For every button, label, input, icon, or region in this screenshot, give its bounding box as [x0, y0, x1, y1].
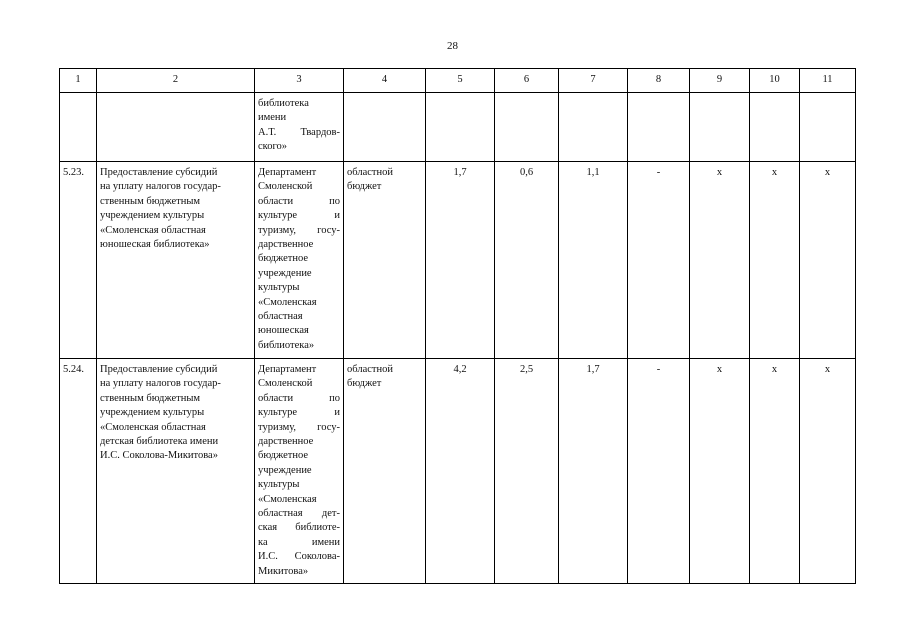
continuation-row — [60, 93, 856, 162]
value-col6: 2,5 — [495, 359, 559, 584]
text-line: бюджет — [347, 181, 382, 193]
text-line: культуре и — [258, 407, 340, 419]
text-line: областная — [258, 311, 303, 323]
row-number: 5.23. — [60, 162, 97, 359]
header-cell: 6 — [495, 69, 559, 93]
header-cell: 4 — [344, 69, 426, 93]
text-line: бюджетное — [258, 450, 309, 462]
text-line: библиотека» — [258, 339, 315, 351]
funding-source-cell — [344, 162, 426, 359]
table-row — [60, 162, 856, 359]
text-line: ственным бюджетным — [100, 392, 201, 404]
text-line: «Смоленская — [258, 493, 317, 505]
value-col11: x — [800, 162, 856, 359]
text-line: учреждение — [258, 464, 312, 476]
text-line: Департамент — [258, 167, 317, 178]
text-line: на уплату налогов государ- — [100, 181, 221, 193]
text-line: туризму, госу- — [258, 224, 340, 236]
header-cell: 7 — [559, 69, 628, 93]
text-line: ская библиоте- — [258, 522, 340, 534]
text-line: учреждение — [258, 267, 312, 279]
value-col6: 0,6 — [495, 162, 559, 359]
text-line: области по — [258, 392, 340, 404]
text-line: «Смоленская — [258, 296, 317, 308]
text-line: «Смоленская областная — [100, 224, 206, 236]
executor-cell — [255, 359, 344, 584]
text-line: учреждением культуры — [100, 407, 205, 419]
text-line: И.С. Соколова- — [258, 551, 340, 563]
value-col5: 4,2 — [426, 359, 495, 584]
header-cell: 9 — [690, 69, 750, 93]
value-col7: 1,7 — [559, 359, 628, 584]
header-cell: 5 — [426, 69, 495, 93]
value-col9: x — [690, 359, 750, 584]
text-line: ка имени — [258, 536, 340, 548]
header-cell: 1 — [60, 69, 97, 93]
text-line: культуры — [258, 479, 300, 491]
text-line: Смоленской — [258, 378, 313, 390]
executor-cell — [255, 93, 344, 162]
funding-source-cell — [344, 359, 426, 584]
value-col10: x — [750, 162, 800, 359]
text-line: Предоставление субсидий — [100, 167, 218, 178]
text-line: Департамент — [258, 364, 317, 375]
program-table — [59, 68, 856, 584]
table-row — [60, 359, 856, 584]
text-line: Микитова» — [258, 565, 309, 577]
text-line: культуры — [258, 282, 300, 294]
text-line: Смоленской — [258, 181, 313, 193]
header-cell: 10 — [750, 69, 800, 93]
text-line: областной — [347, 364, 393, 375]
value-col8: - — [628, 162, 690, 359]
value-col10: x — [750, 359, 800, 584]
value-col5: 1,7 — [426, 162, 495, 359]
text-line: ственным бюджетным — [100, 195, 201, 207]
text-line: дарственное — [258, 239, 314, 251]
header-cell: 8 — [628, 69, 690, 93]
value-col8: - — [628, 359, 690, 584]
text-line: «Смоленская областная — [100, 421, 206, 433]
text-line: Предоставление субсидий — [100, 364, 218, 375]
value-col7: 1,1 — [559, 162, 628, 359]
value-col11: x — [800, 359, 856, 584]
description-cell — [97, 359, 255, 584]
value-col9: x — [690, 162, 750, 359]
page-number: 28 — [447, 40, 458, 52]
description-cell — [97, 162, 255, 359]
text-line: детская библиотека имени — [100, 436, 219, 448]
row-number: 5.24. — [60, 359, 97, 584]
text-line: ского» — [258, 141, 288, 153]
text-line: юношеская библиотека» — [100, 239, 210, 251]
text-line: культуре и — [258, 210, 340, 222]
text-line: библиотека — [258, 98, 309, 109]
text-line: И.С. Соколова-Микитова» — [100, 450, 218, 462]
text-line: бюджетное — [258, 253, 309, 265]
text-line: имени — [258, 112, 287, 124]
executor-cell — [255, 162, 344, 359]
text-line: областной — [347, 167, 393, 178]
text-line: туризму, госу- — [258, 421, 340, 433]
text-line: дарственное — [258, 436, 314, 448]
header-row — [60, 69, 856, 93]
text-line: учреждением культуры — [100, 210, 205, 222]
text-line: области по — [258, 195, 340, 207]
header-cell: 11 — [800, 69, 856, 93]
text-line: областная дет- — [258, 508, 340, 520]
text-line: А.Т. Твардов- — [258, 126, 340, 138]
header-cell: 3 — [255, 69, 344, 93]
header-cell: 2 — [97, 69, 255, 93]
text-line: бюджет — [347, 378, 382, 390]
text-line: на уплату налогов государ- — [100, 378, 221, 390]
text-line: юношеская — [258, 325, 309, 337]
